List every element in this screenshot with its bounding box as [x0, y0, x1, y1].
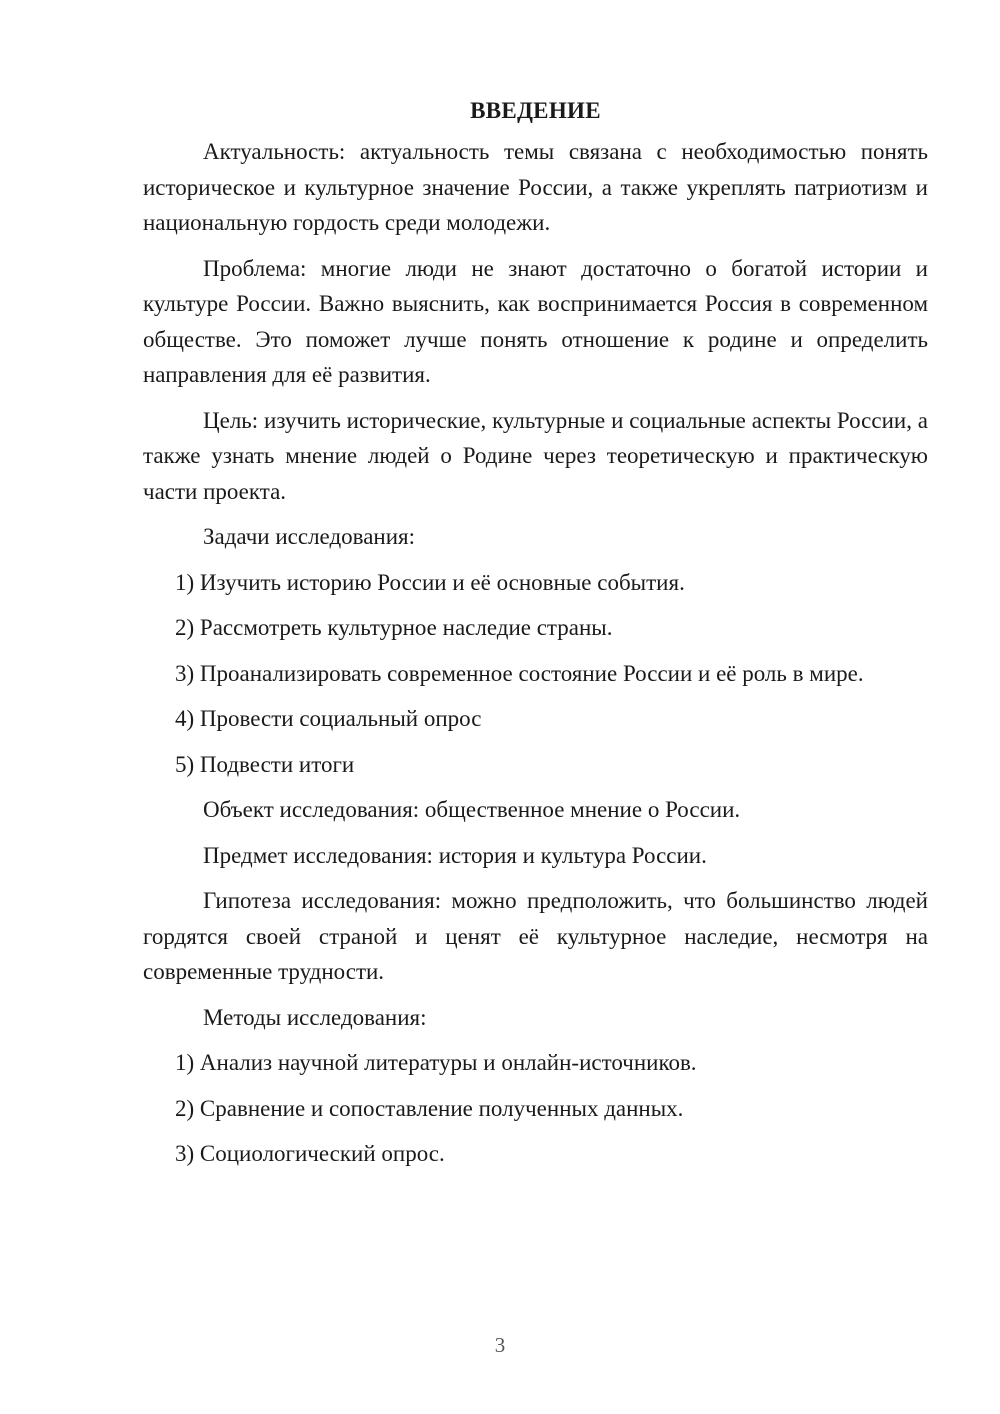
list-item: 5) Подвести итоги	[175, 751, 355, 777]
list-item: 2) Рассмотреть культурное наследие страны.	[175, 615, 613, 640]
goal-paragraph: Цель: изучить исторические, культурные и социальные аспекты России, а также узнать мнение людей о Родине через теоретическую и практическую части проекта.	[143, 407, 928, 504]
tasks-heading: Задачи исследования:	[203, 524, 416, 549]
list-item: 4) Провести социальный опрос	[175, 706, 482, 731]
relevance-paragraph: Актуальность: актуальность темы связана с необходимостью понять историческое и культурное значение России, а также укреплять патриотизм и национальную гордость среди молодежи.	[143, 139, 928, 235]
list-item: 1) Изучить историю России и её основные события.	[175, 569, 685, 595]
page-number: 3	[494, 1333, 506, 1357]
document-page	[143, 96, 928, 1182]
object-line: Объект исследования: общественное мнение о России.	[203, 797, 741, 822]
problem-paragraph: Проблема: многие люди не знают достаточно о богатой истории и культуре России. Важно выяснить, как воспринимается Россия в современном обществе. Это поможет лучше понять отношение к родине и определить направления для её развития.	[143, 255, 928, 387]
hypothesis-paragraph: Гипотеза исследования: можно предположить, что большинство людей гордятся своей страной и ценят её культурное наследие, несмотря на современные трудности.	[143, 888, 928, 984]
methods-list	[143, 1045, 928, 1172]
list-item: 3) Проанализировать современное состояние России и её роль в мире.	[175, 660, 864, 686]
list-item: 1) Анализ научной литературы и онлайн-источников.	[175, 1050, 697, 1075]
list-item: 2) Сравнение и сопоставление полученных данных.	[175, 1095, 684, 1121]
section-title: ВВЕДЕНИЕ	[470, 98, 601, 123]
subject-line: Предмет исследования: история и культура России.	[203, 842, 707, 868]
methods-heading: Методы исследования:	[203, 1004, 427, 1030]
tasks-list	[143, 565, 928, 783]
list-item: 3) Социологический опрос.	[175, 1141, 445, 1166]
